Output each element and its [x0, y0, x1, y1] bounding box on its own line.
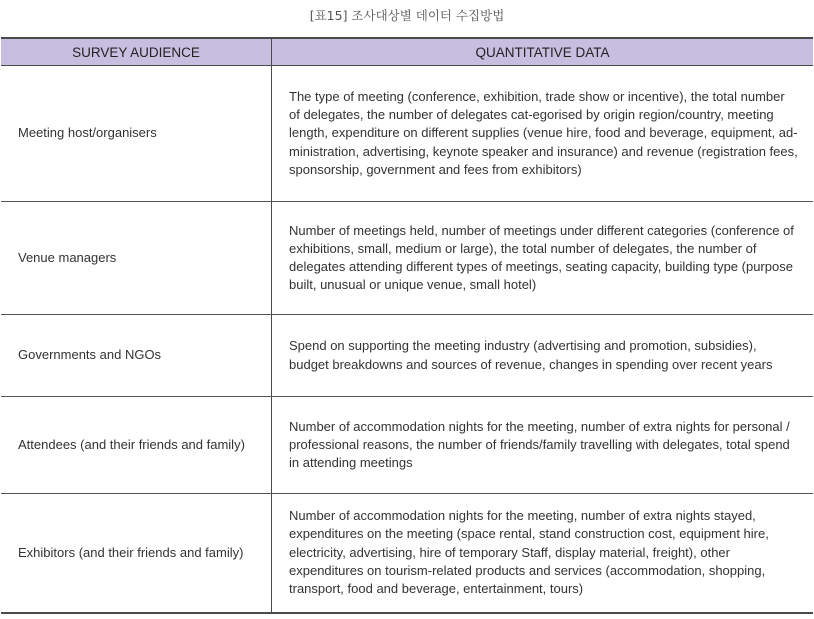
audience-cell: Exhibitors (and their friends and family)	[1, 494, 272, 613]
table-caption: [표15] 조사대상별 데이터 수집방법	[309, 8, 505, 23]
table-row	[1, 66, 813, 202]
table-header-row	[1, 38, 813, 66]
table-row	[1, 315, 813, 397]
audience-cell: Attendees (and their friends and family)	[1, 397, 272, 494]
data-cell: Number of meetings held, number of meetings under different categories (conference of exhibitions, small, medium or large), the total number of delegates, the number of delegates attending different types of meetings, seating capacity, building type (purpose built, unusual or unique venue, small hotel)	[272, 202, 814, 315]
data-cell: The type of meeting (conference, exhibition, trade show or incentive), the total number of delegates, the number of delegates cat-egorised by origin region/country, meeting length, expenditure on different supplies (venue hire, food and beverage, equipment, ad-ministration, advertising, keynote speaker and insurance) and revenue (registration fees, sponsorship, government and fees from exhibitors)	[272, 66, 814, 202]
data-cell: Spend on supporting the meeting industry (advertising and promotion, subsidies), budget breakdowns and sources of revenue, changes in spending over recent years	[272, 315, 814, 397]
data-cell: Number of accommodation nights for the meeting, number of extra nights for personal / professional reasons, the number of friends/family travelling with delegates, total spend in attending meetings	[272, 397, 814, 494]
data-cell: Number of accommodation nights for the meeting, number of extra nights stayed, expenditures on the meeting (space rental, stand construction cost, equipment hire, electricity, advertising, hire of temporary Staff, display material, freight), other expenditures on tourism-related products and services (accommodation, shopping, transport, food and beverage, entertainment, tours)	[272, 494, 814, 613]
audience-cell: Governments and NGOs	[1, 315, 272, 397]
survey-data-table	[1, 37, 813, 614]
header-survey-audience: SURVEY AUDIENCE	[1, 38, 272, 66]
table-row	[1, 397, 813, 494]
audience-cell: Meeting host/organisers	[1, 66, 272, 202]
audience-cell: Venue managers	[1, 202, 272, 315]
header-quantitative-data: QUANTITATIVE DATA	[272, 38, 814, 66]
table-row	[1, 202, 813, 315]
table-row	[1, 494, 813, 613]
